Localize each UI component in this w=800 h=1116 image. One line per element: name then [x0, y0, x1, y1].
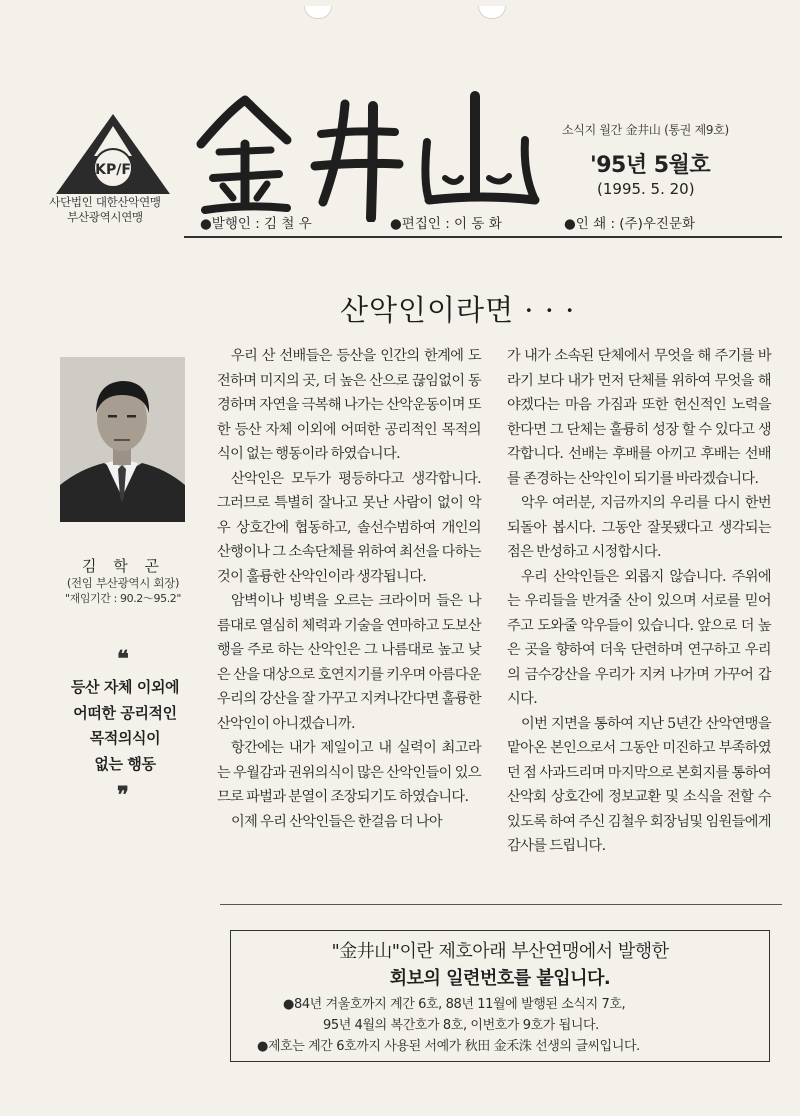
binding-hole [478, 6, 506, 19]
editor-credit: ●편집인 : 이 동 화 [390, 216, 502, 232]
issue-date: (1995. 5. 20) [597, 180, 695, 198]
pull-quote-line: 목적의식이 [89, 729, 161, 747]
printer-credit: ●인 쇄 : (주)우진문화 [564, 216, 696, 232]
logo-org-line1: 사단법인 대한산악연맹 [49, 195, 161, 209]
pull-quote [40, 675, 210, 777]
quote-close-icon: ❞ [117, 782, 129, 808]
masthead-calligraphy [183, 82, 563, 222]
issue-subtitle: 소식지 월간 金井山 (통권 제9호) [562, 123, 729, 137]
notice-bullet: ●제호는 계간 6호까지 사용된 서예가 秋田 金禾洙 선생의 글씨입니다. [257, 1039, 640, 1054]
notice-heading-line1: "金井山"이란 제호아래 부산연맹에서 발행한 [331, 941, 669, 962]
notice-bullet-continuation: 95년 4월의 복간호가 8호, 이번호가 9호가 됩니다. [323, 1018, 599, 1033]
issue-edition: '95년 5월호 [590, 153, 711, 178]
profile-term: "재임기간 : 90.2～95.2" [64, 592, 182, 605]
article-column-2 [507, 344, 771, 859]
header-rule [184, 236, 782, 238]
section-divider [220, 904, 782, 905]
calligraphy-title-icon [183, 82, 563, 222]
article-paragraph: 이번 지면을 통하여 지난 5년간 산악연맹을 맡아온 본인으로서 그동안 미진하고 부족하였던 점 사과드리며 마지막으로 본회지를 통하여 산악회 상호간에 정보교환 및 소식을 전할 수 있도록 하여 주신 김철우 회장님및 임원들에게 감사를 드립니다. [507, 715, 771, 854]
logo-org-line2: 부산광역시연맹 [67, 210, 143, 224]
quote-open-icon: ❝ [117, 646, 129, 672]
article-paragraph: 악우 여러분, 지금까지의 우리를 다시 한번 되돌아 봅시다. 그동안 잘못됐다고 생각되는 점은 반성하고 시정합시다. [507, 495, 771, 560]
pull-quote-line: 어떠한 공리적인 [73, 703, 177, 722]
notice-bullet: ●84년 겨울호까지 계간 6호, 88년 11월에 발행된 소식지 7호, [283, 997, 626, 1012]
pull-quote-line: 없는 행동 [94, 754, 156, 773]
article-headline: 산악인이라면 · · · [340, 293, 576, 327]
article-paragraph: 우리 산악인들은 외롭지 않습니다. 주위에는 우리들을 반겨줄 산이 있으며 서로를 믿어주고 도와줄 악우들이 있습니다. 앞으로 더 높은 곳을 향하여 더욱 단련하며 연구하고 우리의 금수강산을 우리가 지켜 나가며 가꾸어 갑시다. [507, 568, 771, 707]
article-paragraph: 산악인은 모두가 평등하다고 생각합니다. 그러므로 특별히 잘나고 못난 사람이 없이 악우 상호간에 협동하고, 솔선수범하여 개인의 산행이나 그 소속단체를 위하여 최선을 다하는 것이 훌륭한 산악인이라 생각됩니다. [217, 470, 481, 585]
profile-role: (전임 부산광역시 회장) [66, 576, 180, 590]
profile-photo [60, 357, 185, 522]
article-paragraph: 가 내가 소속된 단체에서 무엇을 해 주기를 바라기 보다 내가 먼저 단체를 위하여 무엇을 해야겠다는 마음 가짐과 또한 헌신적인 노력을 한다면 그 단체는 훌륭히 성장 할 수 있다고 생각합니다. 선배는 후배를 아끼고 후배는 선배를 존경하는 산악인이 되기를 바라겠습니다. [507, 348, 771, 487]
portrait-image [60, 357, 185, 522]
article-paragraph: 암벽이나 빙벽을 오르는 크라이머 들은 나름대로 열심히 체력과 기술을 연마하고 도보산행을 주로 하는 산악인은 그 나름대로 높고 낮은 산을 대상으로 호연지기를 키우며 아름다운 우리의 강산을 잘 가꾸고 지켜나간다면 훌륭한 산악인이 아니겠습니까. [217, 593, 481, 732]
credits-bar [200, 212, 778, 234]
mountain-emblem-icon [52, 112, 174, 197]
profile-name: 김 학 곤 [81, 557, 165, 575]
pull-quote-line: 등산 자체 이외에 [70, 678, 180, 696]
binding-hole [304, 6, 332, 19]
article-paragraph: 항간에는 내가 제일이고 내 실력이 최고라는 우월감과 권위의식이 많은 산악인들이 있으므로 파벌과 분열이 조장되기도 하였습니다. [217, 740, 481, 805]
publisher-credit: ●발행인 : 김 철 우 [200, 216, 312, 232]
notice-heading-line2: 회보의 일련번호를 붙입니다. [389, 968, 611, 989]
article-paragraph: 이제 우리 산악인들은 한걸음 더 나아 [231, 813, 443, 830]
logo-emblem-text: KP/F [95, 162, 131, 178]
notice-box [230, 930, 770, 1062]
article-paragraph: 우리 산 선배들은 등산을 인간의 한계에 도전하며 미지의 곳, 더 높은 산으로 끊임없이 동경하며 자연을 극복해 나가는 산악운동이며 또한 등산 자체 이외에 어떠한 공리적인 목적의식이 없는 행동이라 하였습니다. [217, 348, 481, 462]
article-column-1 [217, 344, 481, 834]
